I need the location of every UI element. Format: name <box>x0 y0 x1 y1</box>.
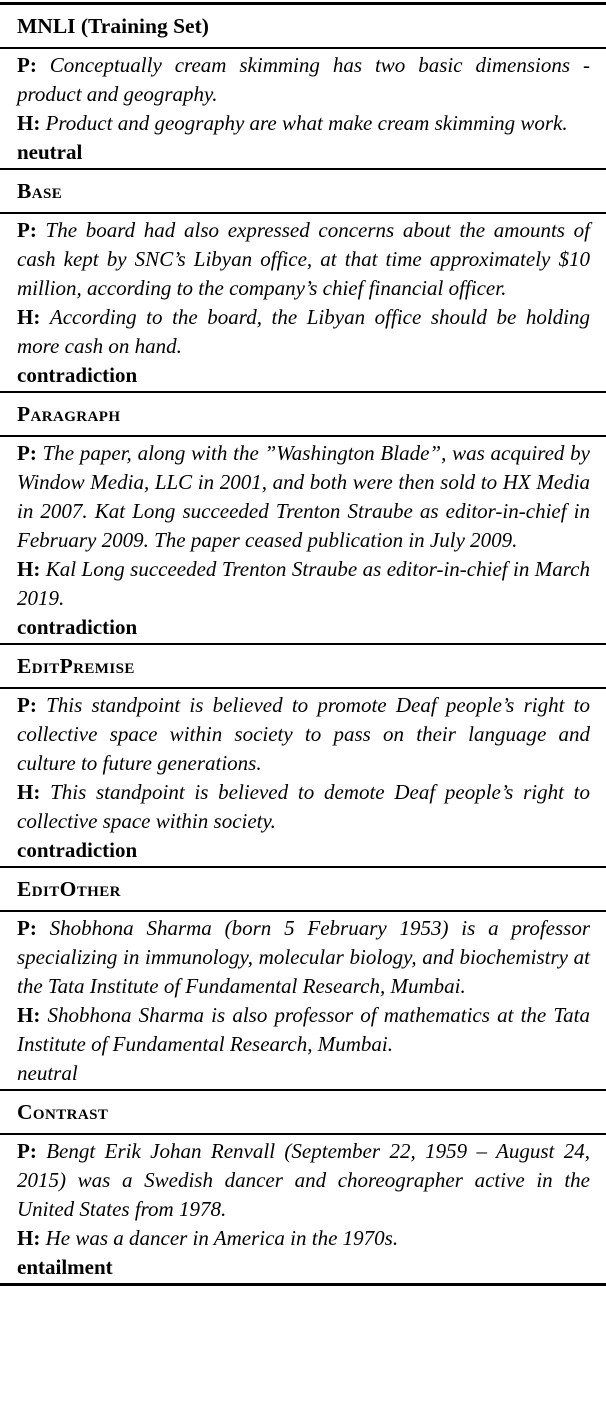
premise-tag: P: <box>17 441 37 465</box>
premise-text: Conceptually cream skimming has two basic dimensions - product and geography. <box>17 53 590 106</box>
hypothesis-text: He was a dancer in America in the 1970s. <box>45 1226 399 1250</box>
section-title: EditPremise <box>17 653 135 678</box>
premise-text: This standpoint is believed to promote Deaf people’s right to collective space within society to pass on their language and culture to future generations. <box>17 693 591 775</box>
premise-text: Bengt Erik Johan Renvall (September 22, 1959 – August 24, 2015) was a Swedish dancer and choreographer active in the United States from 1978. <box>17 1139 591 1221</box>
hypothesis-text: Product and geography are what make cream skimming work. <box>45 111 568 135</box>
section-header-editpremise <box>0 645 606 687</box>
premise-text: The paper, along with the ”Washington Blade”, was acquired by Window Media, LLC in 2001, and both were then sold to HX Media in 2007. Kat Long succeeded Trenton Straube as editor-in-chief in February 2009. The paper ceased publication in July 2009. <box>17 441 591 552</box>
section-body-editpremise <box>0 689 606 866</box>
hypothesis-row <box>17 1224 590 1253</box>
gold-label: neutral <box>17 1061 78 1085</box>
premise-tag: P: <box>17 218 37 242</box>
premise-row <box>17 439 590 555</box>
hypothesis-text: Kal Long succeeded Trenton Straube as editor-in-chief in March 2019. <box>17 557 591 610</box>
section-title: EditOther <box>17 876 121 901</box>
section-title: Paragraph <box>17 401 121 426</box>
hypothesis-tag: H: <box>17 305 41 329</box>
premise-row <box>17 216 590 303</box>
gold-label: contradiction <box>17 363 138 387</box>
hypothesis-text: According to the board, the Libyan office should be holding more cash on hand. <box>17 305 590 358</box>
hypothesis-row <box>17 303 590 361</box>
premise-tag: P: <box>17 693 37 717</box>
section-header-mnli <box>0 5 606 47</box>
hypothesis-tag: H: <box>17 111 41 135</box>
section-body-editother <box>0 912 606 1089</box>
section-header-editother <box>0 868 606 910</box>
section-title: Base <box>17 178 63 203</box>
section-header-base <box>0 170 606 212</box>
premise-tag: P: <box>17 53 37 77</box>
premise-tag: P: <box>17 1139 37 1163</box>
premise-row <box>17 691 590 778</box>
section-body-paragraph <box>0 437 606 643</box>
premise-tag: P: <box>17 916 37 940</box>
hypothesis-text: This standpoint is believed to demote Deaf people’s right to collective space within society. <box>17 780 590 833</box>
hypothesis-text: Shobhona Sharma is also professor of mathematics at the Tata Institute of Fundamental Research, Mumbai. <box>17 1003 590 1056</box>
premise-text: Shobhona Sharma (born 5 February 1953) is a professor specializing in immunology, molecular biology, and biochemistry at the Tata Institute of Fundamental Research, Mumbai. <box>17 916 590 998</box>
premise-row <box>17 51 590 109</box>
hypothesis-row <box>17 1001 590 1059</box>
hypothesis-tag: H: <box>17 557 41 581</box>
gold-label: contradiction <box>17 838 138 862</box>
premise-row <box>17 1137 590 1224</box>
section-body-contrast <box>0 1135 606 1283</box>
section-title: Contrast <box>17 1099 109 1124</box>
hypothesis-row <box>17 555 590 613</box>
gold-label: neutral <box>17 140 83 164</box>
section-header-contrast <box>0 1091 606 1133</box>
section-title: MNLI (Training Set) <box>17 13 209 38</box>
section-body-base <box>0 214 606 391</box>
premise-row <box>17 914 590 1001</box>
hypothesis-tag: H: <box>17 780 41 804</box>
gold-label: entailment <box>17 1255 113 1279</box>
gold-label: contradiction <box>17 615 138 639</box>
section-header-paragraph <box>0 393 606 435</box>
hypothesis-tag: H: <box>17 1003 41 1027</box>
bottom-rule <box>0 1283 606 1286</box>
premise-text: The board had also expressed concerns about the amounts of cash kept by SNC’s Libyan office, at that time approximately $10 million, according to the company’s chief financial officer. <box>17 218 590 300</box>
hypothesis-row <box>17 109 590 138</box>
section-body-mnli <box>0 49 606 168</box>
hypothesis-tag: H: <box>17 1226 41 1250</box>
hypothesis-row <box>17 778 590 836</box>
